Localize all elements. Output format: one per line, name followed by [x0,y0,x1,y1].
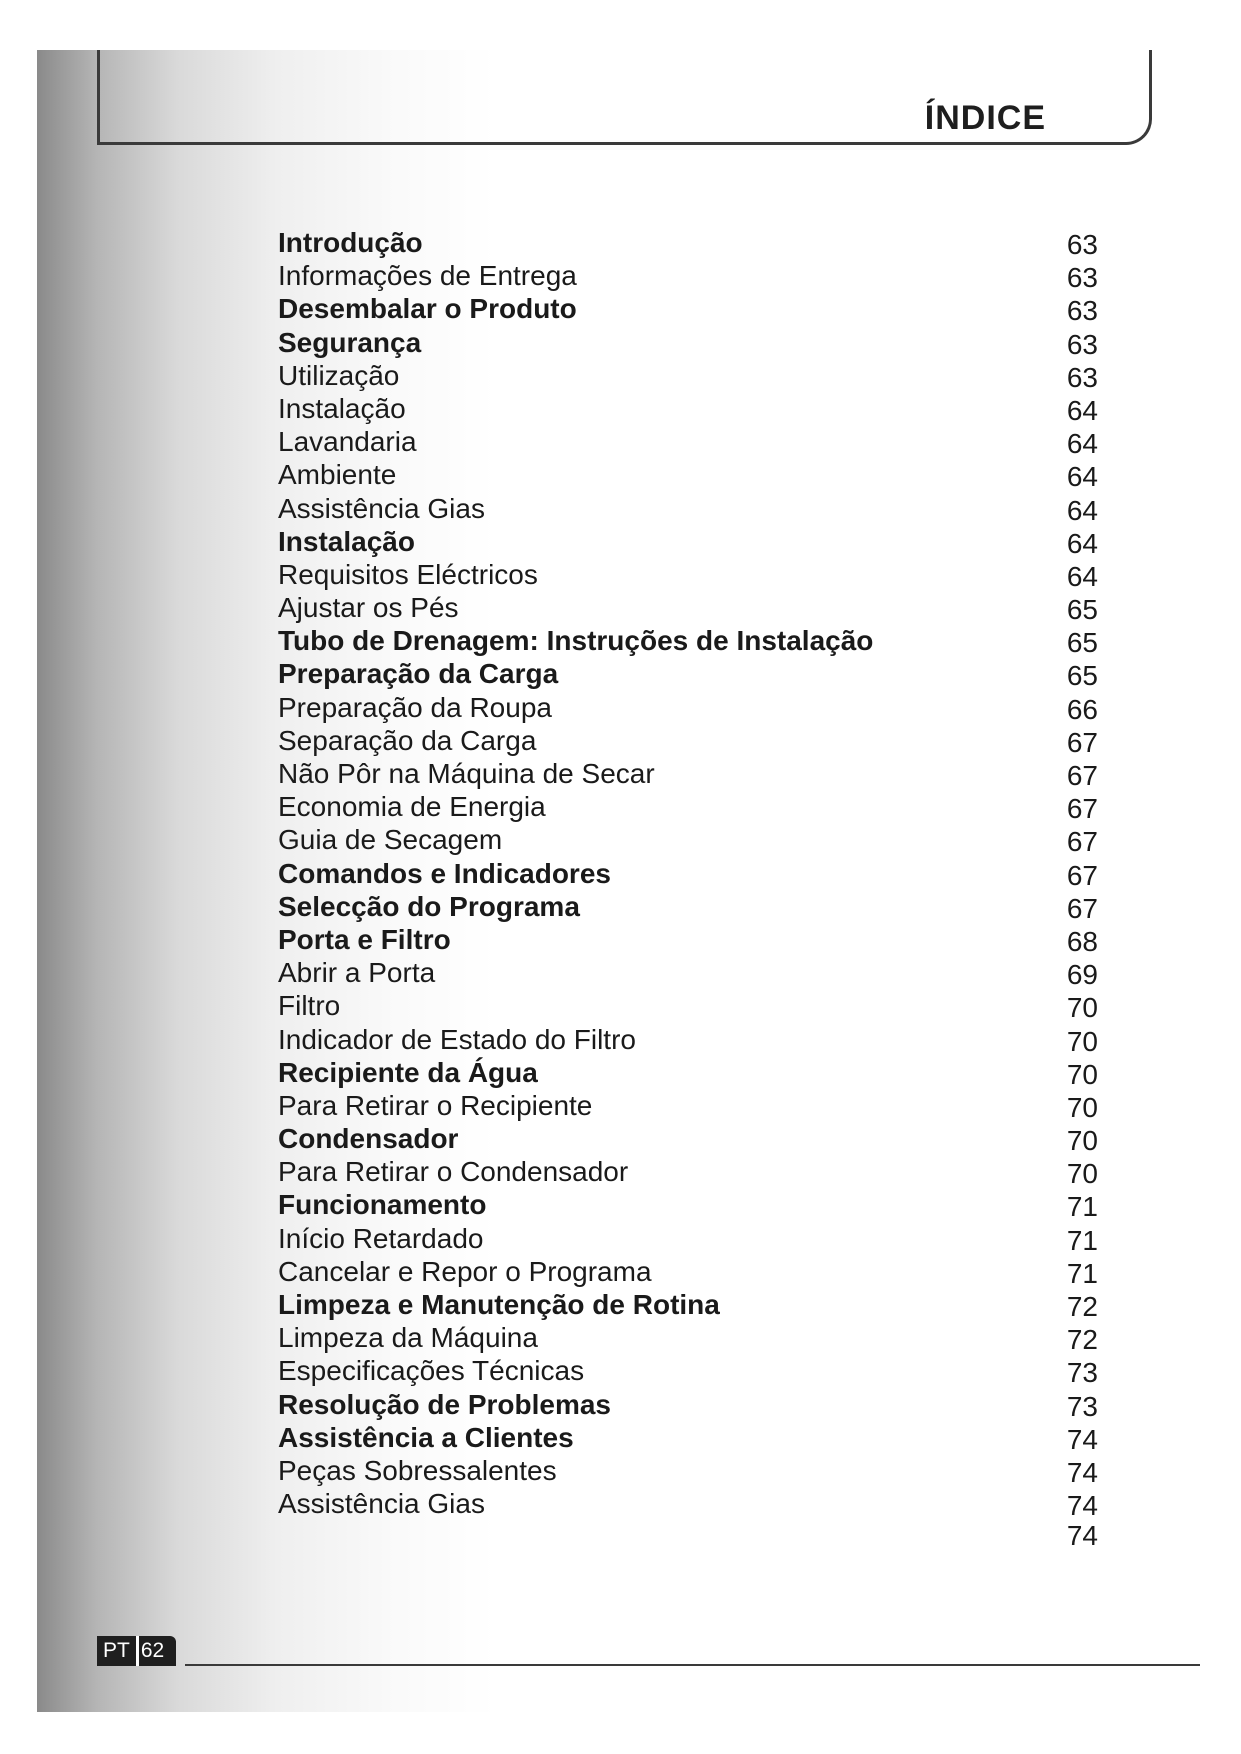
toc-entry-page: 70 [1066,1025,1098,1057]
toc-entry-page: 63 [1066,229,1098,260]
toc-entry-title: Não Pôr na Máquina de Secar [278,758,655,789]
toc-entry-title: Guia de Secagem [278,824,503,856]
toc-entry-title: Funcionamento [278,1189,487,1221]
toc-entry[interactable] [278,724,1098,757]
toc-entry-title: Economia de Energia [278,791,546,823]
toc-entry[interactable] [278,392,1098,425]
toc-entry[interactable] [278,956,1098,989]
toc-entry-page: 66 [1066,693,1098,725]
toc-entry-page: 73 [1066,1390,1098,1422]
toc-entry-page: 63 [1066,262,1098,294]
toc-entry-title: Instalação [278,392,406,424]
toc-entry[interactable] [278,657,1098,690]
toc-entry-title: Abrir a Porta [278,957,436,989]
toc-entry-page: 70 [1066,1091,1098,1123]
toc-entry-title: Assistência Gias [278,492,485,524]
toc-entry[interactable] [278,1155,1098,1188]
toc-entry-title: Selecção do Programa [278,890,580,922]
toc-entry[interactable] [278,1222,1098,1255]
toc-entry[interactable] [278,1122,1098,1155]
toc-entry-page: 70 [1066,1158,1098,1190]
toc-entry-page: 67 [1066,726,1098,758]
toc-entry-title: Requisitos Eléctricos [278,558,538,590]
toc-entry-page: 68 [1066,925,1098,957]
toc-entry-page: 64 [1066,560,1098,592]
toc-entry-page: 67 [1066,793,1098,825]
toc-entry-title: Lavandaria [278,426,417,458]
toc-entry[interactable] [278,1023,1098,1056]
toc-entry-title: Resolução de Problemas [278,1388,612,1420]
toc-entry-page: 65 [1066,594,1098,626]
toc-entry-title: Indicador de Estado do Filtro [278,1023,636,1055]
toc-entry-page: 65 [1066,627,1098,659]
toc-entry-page: 63 [1066,328,1098,360]
toc-entry-page: 64 [1066,527,1098,559]
page-title: ÍNDICE [924,99,1046,137]
toc-entry[interactable] [278,923,1098,956]
toc-entry-title: Assistência a Clientes [278,1421,574,1453]
toc-entry-page: 70 [1066,1058,1098,1090]
toc-entry[interactable] [278,492,1098,525]
toc-entry-title: Preparação da Roupa [278,691,552,723]
toc-entry-page: 64 [1066,494,1098,526]
toc-entry[interactable] [278,790,1098,823]
toc-entry[interactable] [278,1321,1098,1354]
toc-entry-title: Início Retardado [278,1222,484,1254]
toc-entry-title: Instalação [278,525,415,557]
toc-entry-title: Ambiente [278,459,397,491]
toc-entry[interactable] [278,624,1098,657]
toc-entry-title: Limpeza da Máquina [278,1322,538,1354]
toc-entry-page: 65 [1066,660,1098,692]
toc-entry[interactable] [278,1454,1098,1487]
toc-entry-page: 63 [1066,295,1098,327]
toc-entry-page: 69 [1066,959,1098,991]
toc-entry[interactable] [278,458,1098,491]
footer-language-code: PT [97,1636,136,1666]
toc-entry-page: 67 [1066,826,1098,858]
toc-entry[interactable] [278,1288,1098,1321]
toc-entry[interactable] [278,1388,1098,1421]
toc-entry-title: Segurança [278,326,422,358]
footer-page-badge [97,1636,176,1666]
toc-entry-title: Separação da Carga [278,724,537,756]
toc-entry[interactable] [278,558,1098,591]
toc-entry-page: 64 [1066,461,1098,493]
toc-entry-title: Limpeza e Manutenção de Rotina [278,1289,720,1320]
toc-entry-title: Filtro [278,990,341,1022]
toc-entry-page: 63 [1066,361,1098,393]
toc-entry[interactable] [278,259,1098,292]
toc-entry-page: 72 [1066,1324,1098,1356]
toc-entry-page: 74 [1066,1456,1098,1488]
toc-entry[interactable] [278,525,1098,558]
toc-entry-page: 74 [1066,1423,1098,1455]
toc-entry[interactable] [278,1255,1098,1288]
toc-entry[interactable] [278,1421,1098,1454]
toc-entry-title: Recipiente da Água [278,1056,538,1088]
toc-entry-page: 67 [1066,892,1098,924]
toc-entry-title: Utilização [278,359,400,391]
toc-entry-title: Preparação da Carga [278,658,559,690]
toc-entry-title: Desembalar o Produto [278,293,577,325]
toc-entry[interactable] [278,326,1098,359]
toc-entry-page: 67 [1066,760,1098,791]
toc-entry-title: Porta e Filtro [278,923,451,955]
toc-entry[interactable] [278,989,1098,1022]
toc-entry-page: 72 [1066,1291,1098,1322]
toc-entry[interactable] [278,823,1098,856]
toc-entry[interactable] [278,757,1098,790]
toc-entry-title: Para Retirar o Recipiente [278,1089,593,1121]
toc-entry[interactable] [278,890,1098,923]
toc-entry-page: 71 [1066,1224,1098,1256]
toc-entry[interactable] [278,1089,1098,1122]
toc-entry[interactable] [278,425,1098,458]
toc-entry-page: 73 [1066,1357,1098,1389]
toc-entry-title: Para Retirar o Condensador [278,1156,629,1188]
footer-page-number: 62 [139,1636,176,1666]
toc-entry-title: Tubo de Drenagem: Instruções de Instalação [278,625,874,657]
toc-entry[interactable] [278,1188,1098,1221]
toc-entry[interactable] [278,1056,1098,1089]
trailing-page-number: 74 [1066,1520,1098,1551]
toc-entry[interactable] [278,857,1098,890]
toc-entry-title: Informações de Entrega [278,260,577,292]
table-of-contents [278,226,1098,1520]
toc-entry[interactable] [278,691,1098,724]
toc-entry-page: 71 [1066,1191,1098,1223]
toc-entry[interactable] [278,359,1098,392]
toc-entry-title: Peças Sobressalentes [278,1454,557,1486]
toc-entry-page: 67 [1066,859,1098,891]
toc-entry-title: Condensador [278,1123,459,1155]
toc-entry-title: Especificações Técnicas [278,1355,585,1387]
toc-entry-page: 70 [1066,1125,1098,1157]
toc-entry-title: Assistência Gias [278,1488,485,1520]
toc-entry-title: Introdução [278,227,423,258]
footer-rule [185,1664,1200,1666]
toc-entry-title: Comandos e Indicadores [278,857,611,889]
toc-entry-page: 74 [1066,1490,1098,1522]
toc-entry[interactable] [278,591,1098,624]
toc-entry-page: 64 [1066,428,1098,460]
toc-entry[interactable] [278,292,1098,325]
toc-entry[interactable] [278,226,1098,259]
toc-entry[interactable] [278,1354,1098,1387]
toc-entry[interactable] [278,1487,1098,1520]
toc-entry-page: 64 [1066,394,1098,426]
toc-entry-title: Cancelar e Repor o Programa [278,1255,652,1287]
toc-entry-title: Ajustar os Pés [278,592,459,624]
toc-entry-page: 71 [1066,1257,1098,1289]
toc-entry-page: 70 [1066,992,1098,1024]
